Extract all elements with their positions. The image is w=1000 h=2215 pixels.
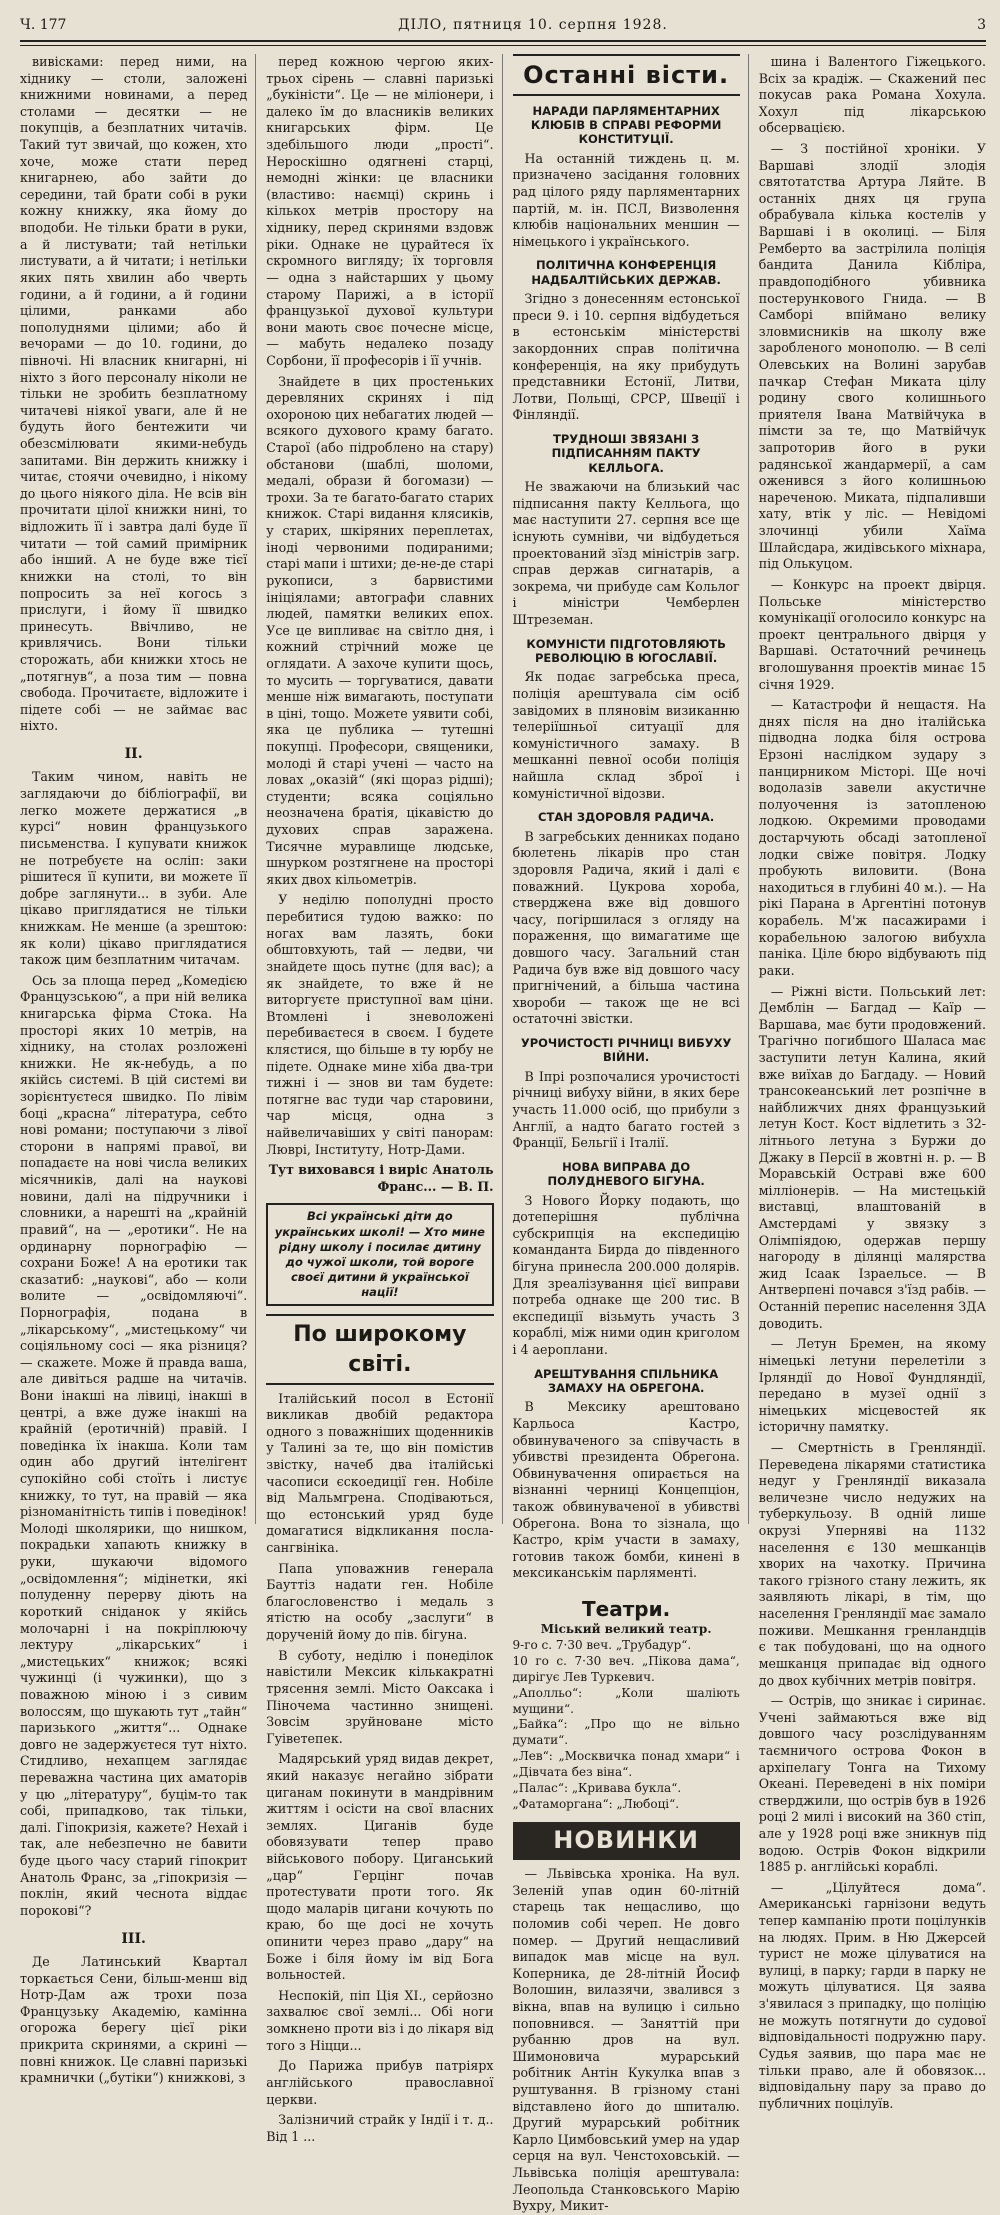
world-news-title: По широкому світі. [266,1314,493,1384]
theatre-title: Театри. [582,1597,671,1622]
news-paragraph: — Катастрофи й нещастя. На днях після на дно італійська підводна лодка біля острова Ерзоні наслідком зудару з панцирником Місторі. Ще ночі водолазів завели акустичне полуочення із затопленою лодкою. Окремими проводами достарчують обсаді затопленої лодки свіже повітря. Лодку пробують виловити. (Вона находиться в глубині 40 м.). — На рікі Парана в Аргентіні потонув корабель. М'ж пасажирами і корабельною залогою вибухла паніка. Ціле бюро відбувають під раки. [758,697,986,978]
news-paragraph: Залізничий страйк у Індії і т. д.. Від 1 ... [266,2112,494,2144]
news-paragraph: — Смертність в Гренляндії. Переведена лікарями статистика недуг у Гренляндії виказала величезне число недужих на туберкульозу. В одній лише окрузі Уперняві на 1132 населення є 130 мешканців хворих на чахотку. Причина такого грізного стану лежить, як заявляють лікарі, в тім, що населення Гренляндії має замало поживи. Мешкання гренландців є так побудовані, що на одного мешканця припадає від одного до двох кубічних метрів повітря. [758,1439,986,1688]
news-text: Не зважаючи на близький час підписання пакту Келльога, що має наступити 27. серпня все ще існують сумніви, чи відбудеться проектований зїзд міністрів загр. справ держав сигнатарів, а зокрема, чи прибуде сам Кольлог і міністри Чемберлен Штреземан. [512,479,740,628]
theatre-listing: 10 го с. 7·30 веч. „Пікова дама“, дирігує Лев Туркевич. [512,1654,740,1684]
news-paragraph: До Парижа прибув патріярх англійського православної церкви. [266,2058,494,2107]
news-text: В Іпрі розпочалися урочистості річниці вибуху війни, в яких бере участь 11.000 осіб, що прибули з Англії, а надто багато гостей з Франції, Бельгії і Італії. [512,1068,740,1151]
news-text: В Мексику арештовано Карльоса Кастро, обвинуваченого за співучасть в убивстві президента Обрегона. Обвинувачення опирається на візнанні черниці Концепціон, також обвинуваченої в убивстві Обрегона. Вона то зізнала, що Кастро, крім участи в замаху, готовив також бомби, кинені в мексиканськім парляменті. [512,1399,740,1581]
section-number: III. [121,1930,146,1947]
news-text: Згідно з донесенням естонської преси 9. і 10. серпня відбудеться в естонськім міністерстві закордонних справ політична конференція, на яку прибудуть представники Естонії, Литви, Лотви, Польщі, СРСР, Швеції і Фінляндії. [512,291,740,423]
column-4 [758,54,986,2111]
theatre-listing: „Аполльо“: „Коли шаліють мущини“. [512,1685,740,1716]
article-paragraph: Де Латинський Квартал торкається Сени, більш-менш від Нотр-Дам аж трохи поза Французьку Академію, камінна огорожа берегу цієї ріки прикрита скринями, а скрині — повні книжок. Це славні паризькі крамнички („бутіки“) книжкові, з [20,1953,248,2086]
article-paragraph: вивісками: перед ними, на хіднику — столи, заложені книжними новинами, а перед столами — десятки — не покупців, а безплатних читачів. Такий тут звичай, що кожен, хто хоче, може стати перед книгарнею, або зайти до середини, тай брати собі в руки кожну книжку, яка йому до вподоби. Не тільки брати в руки, а й листувати; тай нетільки листувати, а й читати; і нетільки яких пять хвилин або чверть години, а й години, а й години цілими, ранками або пополуднями цілими; або й вечорами — до 10. години, до півночі. Ні власник книгарні, ні ніхто з його персоналу ніколи не тільки не зробить безплатному читачеві ніякої уваги, але й не будуть його бентежити чи обезсмілювати якими-небудь запитами. Він держить книжку і читає, стоячи очевидно, і нікому до цього ніякого діла. Не всів він прочитати цілої книжки нині, то відложить її і завтра далі буде її читати — той самий примірник або інший. А не буде вже тієї книжки на столі, то він попросить за неї когось з прислуги, і йому її швидко принесуть. Ввічливо, не кривлячись. Вони тільки сторожать, аби книжки хтось не „потягнув“, а поза тим — повна свобода. Прочитаєте, відложите і підете собі — не займає вас ніхто. [20,54,248,734]
news-headline: ТРУДНОШІ ЗВЯЗАНІ З ПІДПИСАННЯМ ПАКТУ КЕЛЛЬОГА. [551,432,701,475]
news-text: Як подає загребська преса, поліція арештувала сім осіб завідомих в пляновім визиканню телеріїшньої ситуації для комуністичного замаху. В мешканні певної особи поліція найшла склад зброї і комуністичної відозви. [512,669,740,801]
theatre-listing: „Палас“: „Кривава букла“. [512,1780,682,1795]
article-paragraph: У неділю пополудні просто перебитися тудою важко: по ногах вам лазять, боки обштовхують, тай — ледви, чи знайдете щось путнє (для вас); а як знайдете, то вже й не виторгуєте приступної вам ціни. Втомлені і зневоложені перебиваєтеся в своєм. І будете клястися, що більше в ту юрбу не підете. Однаке мине хіба два-три тижні і — знов ви там будете: потягне вас туди чар старовини, чар місця, одна з найвеличавіших у світі панорам: Люврі, Інституту, Нотр-Дами. [266,892,494,1157]
school-callout: Всі українські діти до українських школі! — Хто мине рідну школу і посилає дитину до чужої школи, той вороге своєї дитини й української нації! [266,1203,493,1306]
theatre-listing: „Байка“: „Про що не вільно думати“. [512,1717,740,1748]
news-paragraph: — Острів, що зникає і сиринає. Учені займаються вже від довшого часу розслідуванням таємничого острова Фокон в архіпелагу Тонга на Тихому Океані. Переведені в ніх поміри стверджили, що острів був в 1926 році 2 милі і високий на 360 стіп, але у 1928 році вже зникнув під водою. Острів Фокон відкрили 1885 р. англійські кораблі. [758,1693,986,1875]
novinky-rubric: НОВИНКИ [513,1822,740,1860]
news-headline: ПОЛІТИЧНА КОНФЕРЕНЦІЯ НАДБАЛТІЙСЬКИХ ДЕРЖАВ. [531,258,721,287]
theatre-listing: „Лев“: „Москвичка понад хмари“ і „Дівчата без віна“. [512,1749,740,1779]
news-paragraph: Папа уповажнив генерала Бауттіз надати ген. Нобіле благословенство і медаль з ятістю на особу „заслуги“ в дорученій йому до пів. бігуна. [266,1560,494,1643]
latest-news-rubric: Останні вісти. [513,54,740,96]
news-headline: АРЕШТУВАННЯ СПІЛЬНИКА ЗАМАХУ НА ОБРЕГОНА. [534,1366,719,1396]
news-headline: УРОЧИСТОСТІ РІЧНИЦІ ВИБУХУ ВІЙНИ. [520,1036,732,1065]
news-paragraph: — „Цілуйтеся дома“. Американські гарнізони ведуть тепер кампанію проти поцілунків на людях. Прим. в Ню Джерсей турист не може цілуватися на вулиці, в парку; гарди в парку не можуть цілуватися. Ця заява з'явилася з припадку, що поліцію не можуть потягнути до судової відповідальності подружню пару. Судья заявив, що пара має не тільки право, але й обовязок... відповідальну пару за право до публичних поцілуїв. [758,1879,986,2111]
issue-number: Ч. 177 [20,17,67,33]
page-header [20,10,986,40]
author-signature: Тут виховався і виріс Анатоль Франс... — В. П. [268,1162,494,1194]
theatre-listing: „Фатаморгана“: „Любоці“. [512,1796,680,1811]
news-headline: НАРАДИ ПАРЛЯМЕНТАРНИХ КЛЮБІВ В СПРАВІ РЕФОРМИ КОНСТИТУЦІЇ. [530,103,722,147]
news-text: В загребських денниках подано бюлетень лікарів про стан здоровля Радича, який і далі є поважний. Цукрова хороба, стверджена вже від довшого часу, погіршилася з огляду на пораження, що вимагатиме ще довшого часу. Загальний стан Радича був вже від довшого часу пригнічений, а більша частина хвороби — також ще не всі остаточні звістки. [512,828,740,1027]
news-paragraph: В суботу, неділю і понеділок навістили Мексик кількакратні трясення землі. Місто Оаксака і Піночема частинно знищені. Зовсім зруйноване місто Гуіветепек. [266,1647,494,1746]
header-rule [20,40,986,46]
column-3 [512,54,749,2214]
news-paragraph: — Летун Бремен, на якому німецькі летуни перелетіли з Ірляндії до Нової Фундляндії, передано в музеї однії з німецьких місцевостей як історичну памятку. [758,1336,986,1435]
news-paragraph: — Конкурс на проект двірця. Польське міністерство комунікації оголосило конкурс на проект центрального двірця у Варшаві. Остаточний речинець вголошування проектів минає 15 січня 1929. [758,576,986,692]
news-paragraph: — З постійної хроніки. У Варшаві злодії злодія святотатства Артура Ляйте. В останніх днях ця група обрабувала кілька костелів у Варшаві і в околиці. — Біля Ремберто ва застрілила поліція бандита Данила Кібліра, правдоподібного убивника постерункового Гнида. — В Самборі впіймано велику зловмисників на школу вже заробленого монополю. — В селі Олевських на Волині зарубав пачкар Стефан Миката цілу родину свого колишнього приятеля Івана Матвійчука в пімсти за те, що Матвійчук запроторив його в руки радянської жандармерії, а сам оженився з його колишньою нареченою. Миката, підпаливши хату, втік у ліс. — Невідомі злочинці убили Хаїма Шлайсдара, жидівського міхнара, під Олькуцом. [758,141,986,572]
news-paragraph: Мадярський уряд видав декрет, який наказує негайно зібрати циганам покинути в мандрівним життям і осісти на свої власних землях. Циганів буде обовязувати тепер право військового побору. Циганський „цар“ Герцінг почав протестувати проти того. Як щодо маларів цигани кочують по краю, бо ще досі не хочуть опинити через право „дару“ на Боже і біля йому ім від Бога вольностей. [266,1751,494,1983]
news-paragraph: Італійський посол в Естонії викликав двобій редактора одного з поважніших щоденників у Талині за те, що він помістив звістку, начеб два італійські часописи єскоедиції ген. Нобіле від Мальмгрена. Сподіваються, що естонський уряд буде домагатися відкликання посла-сангвініка. [266,1390,494,1556]
news-text: На останній тиждень ц. м. призначено засідання головних рад цілого ряду парляментарних партій, м. ін. ПСЛ, Визволення клюбів національних меншин — німецького і українського. [512,150,740,249]
theatre-listing: 9-го с. 7·30 веч. „Трубадур“. [512,1638,692,1653]
news-paragraph: — Ріжні вісти. Польський лет: Демблін — Багдад — Каїр — Варшава, має бути продовжений. Трагічно погибшого Шаласа має заступити летун Калина, який вже виїхав до Багдаду. — Новий трансокеанський лет розпічне в найближчих днях французький летун Кост. Кост відлетить з 32-літнього летуна з Буржи до Джаку в Персії в жовтні н. р. — В Моравській Остраві вже 600 мілліонерів. — На мистецькій виставці, влаштованій в Амстердамі у звязку з Олімпіядою, одержав першу нагороду в ділянці малярства жид Ісаак Ізраельсе. — В Антверпені почався з'їзд рабів. — Останній перепис населення ЗДА доводить. [758,983,986,1331]
news-text: З Нового Йорку подають, що дотеперішня публічна субскрипція на експедицію команданта Бирда до південного бігуна принесла 200.000 долярів. Для зреалізування цієї виправи потреба однаке ще 200 тис. В експедиції візьмуть участь 3 кораблі, між ними один криголом і 4 аероплани. [512,1192,740,1358]
article-paragraph: Знайдете в цих простеньких деревляних скринях і під охороною цих небагатих людей — всякого духового краму багато. Старої (або підроблено на стару) обстанови (шаблі, шоломи, медалі, образи й богомази) — трохи. За те багато-багато старих книжок. Старі видання клясиків, у старих, шкіряних переплетах, іноді червоними подираними; старі мапи і штихи; де-не-де старі рукописи, з барвистими ініціялами; автографи славних людей, памятки великих епох. Усе це випливає на світло дня, і кожний стрічний може це оглядати. А захоче купити щось, то мусить — торгуватися, давати менше ніж вимагають, поступати в ціні, тощо. Можете уявити собі, яка це публика — тутешні покупці. Професори, священики, молоді й старі учені — часто на ловах „оказій“ (які щораз рідші); студенти; всяка соціяльно неозначена братія, цікавістю до духових справ заражена. Тисячне муравлище людське, шнурком розтягнене на просторі яких двох кільометрів. [266,373,494,887]
article-paragraph: Таким чином, навіть не заглядаючи до бібліографії, ви легко можете держатися „в курсі“ новин французького письменства. І купувати книжок не потребуєте на осліп: заки рішитеся її купити, ви можете її добре заглянути... в зуби. Але цікаво приглядатися не тільки книжкам. Не менше (а зрештою: як коли) цікаво приглядатися також цим безплатним читачам. [20,769,248,968]
article-paragraph: перед кожною чергою яких-трьох сірень — славні паризькі „букіністи“. Це — не міліонери, і далеко їм до власників великих книгарських фірм. Це здебільшого люди „прості“. Нероскішно одягнені старці, немодні жінки: це власники (властиво: наємці) скринь і кількох метрів простору на хіднику, перед скринями вздовж ріки. Однаке не цурайтеся їх скромного вигляду; їх торговля — одна з найстарших у цьому старому Парижі, а в історії французької духової культури вони мають своє почесне місце, — мабуть недалеко позаду Сорбони, її професорів і її учнів. [266,54,494,368]
section-number: II. [124,745,143,762]
columns [20,54,986,2214]
news-headline: СТАН ЗДОРОВЛЯ РАДИЧА. [538,810,715,825]
news-headline: КОМУНІСТИ ПІДГОТОВЛЯЮТЬ РЕВОЛЮЦІЮ В ЮГОСЛАВІЇ. [526,636,726,666]
page-number: 3 [977,17,986,33]
article-paragraph: Ось за площа перед „Комедією Французською“, а при ній велика книгарська фірма Стока. На просторі яких 10 метрів, на хіднику, на столах розложені книжки. Не як-небудь, а по якійсь системі. В цій системі ви зорієнтуєтеся швидко. По лівім боці „красна“ література, себто нові романи; поступаючи з лівої сторони в напрямі правої, ви попадаєте на нові числа великих місячників, далі на наукові новини, далі на підручники і словники, а нарешті на „крайній правий“, на — „еротики“. Не на ординарну порнографію — сохрани Боже! А на еротики так сказатиб: „наукові“, або — коли волите — „освідомляючі“. Порнографія, подана в „лікарському“, „мистецькому“ чи соціяльному сосі — яка різниця? — скажете. Може й правда ваша, але дивіться радше на читачів. Вони інакші на лівиці, інакші в центрі, а вже дуже інакші на крайній (еротичній) правій. І поведінка їх інакша. Коли там один або другий інтелігент супокійно собі стоїть і листує книжку, то тут, на правій — яка різноманітність типів і поведінок! Молоді школярики, що нишком, покрадьки хапають книжку в руки, шукаючи відомого „освідомлення“; мідінетки, які полуденну перерву діють на короткий сніданок у якійсь молочарні і на покріплюючу лектуру „лікарських“ і „мистецьких“ книжок; всякі чужинці (і чужинки), що з поважною міною і з сивим волоссям, що шукають тут „тайн“ паризького „життя“... Однаке довго не задержуєтеся тут ніхто. Стидливо, нехапцем заглядає переважна частина цих аматорів у цю „літературу“, буцім-то так собі, припадково, так тільки, далі. Гіпокризія, кажете? Нехай і так, але небезпечно не бавити буде цього часу старий гіпокрит Анатоль Франс, за „гіпокризія — поклін, який чеснота віддає порокові“? [20,972,248,1918]
news-paragraph: — Львівська хроніка. На вул. Зеленій упав один 60-літній старець так нещасливо, що поломив собі череп. Не довго помер. — Другий нещасливий випадок мав місце на вул. Коперника, де 28-літній Йосиф Волошин, вилазячи, звалився з вікна, впав на вулицю і сильно поповнився. — Заняттій при рубанню дров на вул. Шимоновича мурарський робітник Антін Кукулка впав з руштування. В грізному стані відставлено його до шпиталю. Другий мурарський робітник Карло Цимбовський умер на удар серця на вул. Ченстоховській. — Львівська поліція арештувала: Леопольда Станковського Марію Вухру, Микит- [512,1866,740,2214]
column-2 [266,54,502,2144]
column-1 [20,54,256,2086]
theatre-subtitle: Міський великий театр. [540,1622,712,1637]
masthead-date: ДІЛО, пятниця 10. серпня 1928. [398,17,668,33]
news-paragraph: шина і Валентого Гіжецького. Всіх за крадіж. — Скажений пес покусав рака Романа Хохула. Хохул під лікарською обсервацією. [758,54,986,136]
news-paragraph: Неспокій, піп Ція XI., серйозно захвалює свої землі... Обі ноги зомкнено проти віз і до лікаря від того з Ніцци... [266,1987,494,2053]
news-headline: НОВА ВИПРАВА ДО ПОЛУДНЕВОГО БІГУНА. [547,1159,705,1189]
